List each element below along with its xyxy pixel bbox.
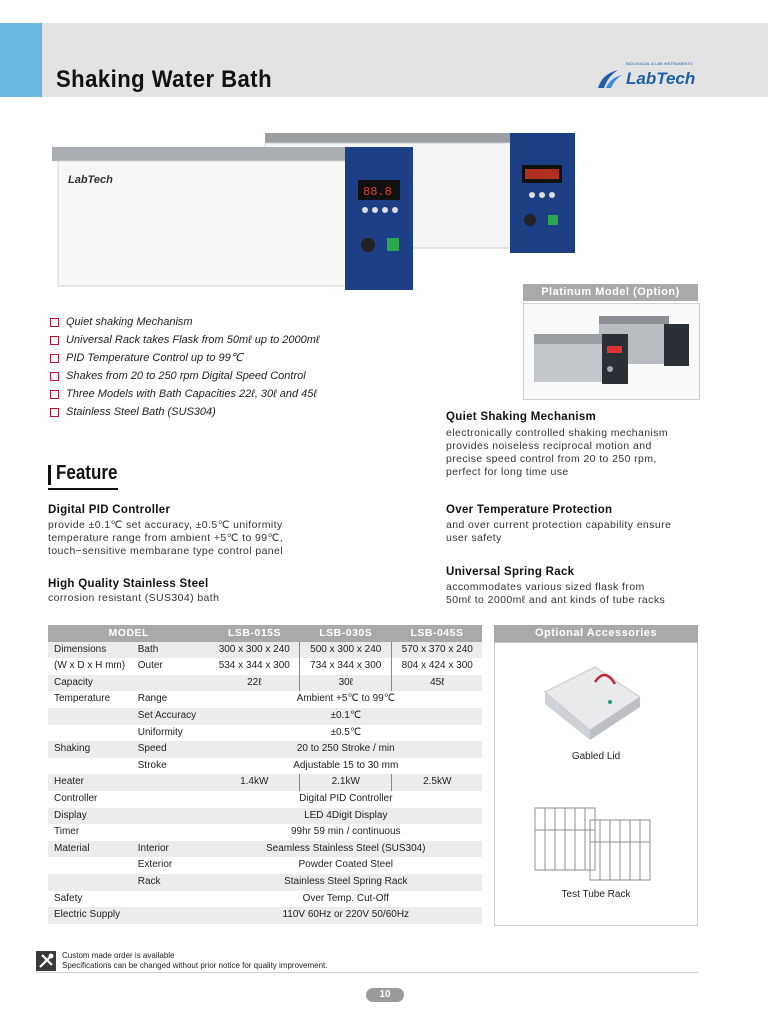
- section-heading: High Quality Stainless Steel: [48, 578, 209, 590]
- checkbox-bullet-icon: [50, 390, 59, 399]
- checkbox-bullet-icon: [50, 354, 59, 363]
- checkbox-bullet-icon: [50, 408, 59, 417]
- section-heading: Universal Spring Rack: [446, 566, 575, 578]
- section-heading: Digital PID Controller: [48, 504, 171, 516]
- logo-text: LabTech: [626, 69, 696, 88]
- table-row: Display LED 4Digit Display: [48, 808, 482, 825]
- unit-display: 88.8: [363, 185, 392, 199]
- section-heading: Over Temperature Protection: [446, 504, 613, 516]
- feature-heading-underline: [48, 488, 118, 490]
- platinum-model-photo: [523, 303, 700, 400]
- tools-icon: [36, 951, 56, 971]
- page-number: 10: [366, 988, 404, 1002]
- section-body: provide ±0.1℃ set accuracy, ±0.5℃ uniformity temperature range from ambient +5℃ to 99℃, touch−sensitive membarane type control panel: [48, 519, 284, 557]
- accessory-caption: Test Tube Rack: [561, 889, 631, 900]
- table-row: Heater 1.4kW 2.1kW 2.5kW: [48, 774, 482, 791]
- table-row: Material Interior Seamless Stainless Steel (SUS304): [48, 841, 482, 858]
- table-row: Uniformity ±0.5℃: [137, 726, 362, 738]
- bullet-item: Shakes from 20 to 250 rpm Digital Speed Control: [48, 367, 448, 385]
- section-body: electronically controlled shaking mechanism provides noiseless reciprocal motion and precise speed control from 20 to 250 rpm, perfect for long time use: [446, 427, 669, 478]
- feature-bullet-list: [48, 313, 448, 421]
- header-cell: LSB-015S: [210, 625, 300, 642]
- logo-tagline: BIOLOGICAL & LAB INSTRUMENTS: [626, 61, 693, 66]
- labtech-logo: [596, 61, 706, 94]
- footer-divider: [36, 972, 698, 973]
- bullet-item: Three Models with Bath Capacities 22ℓ, 30ℓ and 45ℓ: [48, 385, 448, 403]
- bullet-item: Stainless Steel Bath (SUS304): [48, 403, 448, 421]
- gabled-lid-photo: [540, 662, 645, 747]
- header-cell: LSB-045S: [392, 625, 482, 642]
- table-row: Rack Stainless Steel Spring Rack: [48, 874, 482, 891]
- bullet-item: PID Temperature Control up to 99℃: [48, 349, 448, 367]
- table-row: Electric Supply 110V 60Hz or 220V 50/60Hz: [48, 907, 482, 924]
- header-cell: LSB-030S: [300, 625, 392, 642]
- bullet-item: Universal Rack takes Flask from 50mℓ up to 2000mℓ: [48, 331, 448, 349]
- checkbox-bullet-icon: [50, 336, 59, 345]
- feature-heading: Feature: [56, 462, 118, 484]
- section-quiet-shaking: [446, 411, 706, 479]
- section-over-temperature: [446, 504, 706, 545]
- checkbox-bullet-icon: [50, 318, 59, 327]
- table-row: Timer 99hr 59 min / continuous: [54, 826, 401, 838]
- table-row: Controller Digital PID Controller: [54, 792, 393, 804]
- table-row: Set Accuracy ±0.1℃: [48, 708, 482, 725]
- page-title: Shaking Water Bath: [56, 66, 273, 93]
- table-row: Exterior Powder Coated Steel: [137, 859, 394, 871]
- section-heading: Quiet Shaking Mechanism: [446, 411, 597, 423]
- labtech-logo-icon: [596, 66, 624, 92]
- accessory-caption: Gabled Lid: [571, 751, 621, 762]
- product-photo: [40, 125, 585, 300]
- feature-heading-bar: [48, 465, 51, 485]
- test-tube-rack-photo: [530, 800, 660, 885]
- header-cell: MODEL: [48, 625, 210, 642]
- spec-table: [48, 625, 482, 924]
- unit-brand-label: LabTech: [68, 174, 113, 186]
- section-spring-rack: [446, 566, 706, 607]
- section-stainless-steel: [48, 578, 378, 605]
- table-row: Safety Over Temp. Cut-Off: [54, 892, 389, 904]
- checkbox-bullet-icon: [50, 372, 59, 381]
- table-row: Capacity 22ℓ 30ℓ 45ℓ: [48, 675, 482, 692]
- section-pid-controller: [48, 504, 378, 558]
- header-accent: [0, 23, 42, 97]
- optional-accessories-label: Optional Accessories: [494, 625, 698, 642]
- table-row: Dimensions Bath 300 x 300 x 240 500 x 300 x 240 570 x 370 x 240: [48, 642, 482, 659]
- platinum-model-label: Platinum Model (Option): [523, 284, 698, 301]
- table-row: (W x D x H mm) Outer 534 x 344 x 300 734 x 344 x 300 804 x 424 x 300: [48, 658, 482, 675]
- section-body: accommodates various sized flask from 50mℓ to 2000mℓ and ant kinds of tube racks: [446, 581, 666, 606]
- section-body: corrosion resistant (SUS304) bath: [48, 592, 220, 604]
- footer-notice: Custom made order is available Specifications can be changed without prior notice for quality improvement.: [62, 951, 328, 970]
- section-body: and over current protection capability ensure user safety: [446, 519, 672, 544]
- spec-table-header: [48, 625, 482, 642]
- table-row: Shaking Speed 20 to 250 Stroke / min: [48, 741, 482, 758]
- bullet-item: Quiet shaking Mechanism: [48, 313, 448, 331]
- table-row: Stroke Adjustable 15 to 30 mm: [137, 759, 399, 771]
- table-row: Temperature Range Ambient +5℃ to 99℃: [54, 693, 395, 705]
